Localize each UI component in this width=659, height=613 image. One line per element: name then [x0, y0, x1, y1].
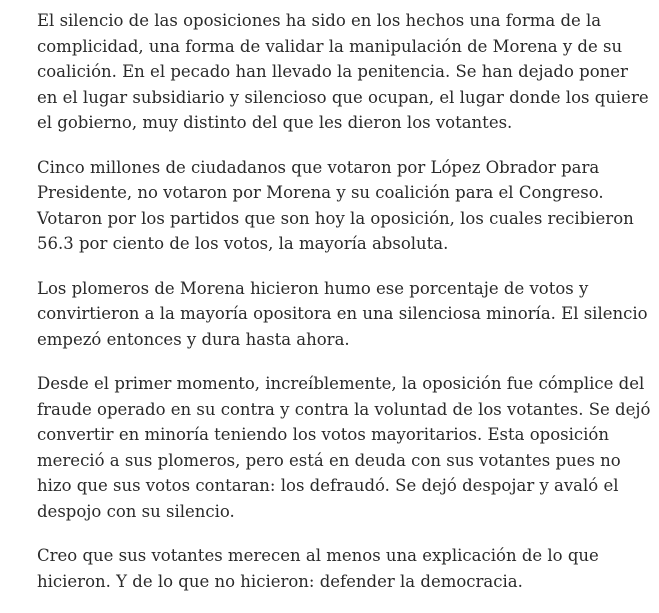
article-paragraph-2: Cinco millones de ciudadanos que votaron por López Obrador para Presidente, no votaron por Morena y su coalición para el Congreso. Votaron por los partidos que son hoy la oposición, los cuales recibieron 56.3 por ciento de los votos, la mayoría absoluta. [37, 157, 634, 253]
article-paragraph-1: El silencio de las oposiciones ha sido en los hechos una forma de la complicidad, una forma de validar la manipulación de Morena y de su coalición. En el pecado han llevado la penitencia. Se han dejado poner en el lugar subsidiario y silencioso que ocupan, el lugar donde los quiere el gobierno, muy distinto del que les dieron los votantes. [37, 11, 649, 132]
article-body [37, 8, 653, 613]
article-paragraph-3: Los plomeros de Morena hicieron humo ese porcentaje de votos y convirtieron a la mayoría opositora en una silenciosa minoría. El silencio empezó entonces y dura hasta ahora. [37, 278, 648, 349]
article-paragraph-5: Creo que sus votantes merecen al menos una explicación de lo que hicieron. Y de lo que no hicieron: defender la democracia. [37, 546, 599, 591]
article-paragraph-4: Desde el primer momento, increíblemente, la oposición fue cómplice del fraude operado en su contra y contra la voluntad de los votantes. Se dejó convertir en minoría teniendo los votos mayoritarios. Esta oposición mereció a sus plomeros, pero está en deuda con sus votantes pues no hizo que sus votos contaran: los defraudó. Se dejó despojar y avaló el despojo con su silencio. [37, 374, 651, 521]
